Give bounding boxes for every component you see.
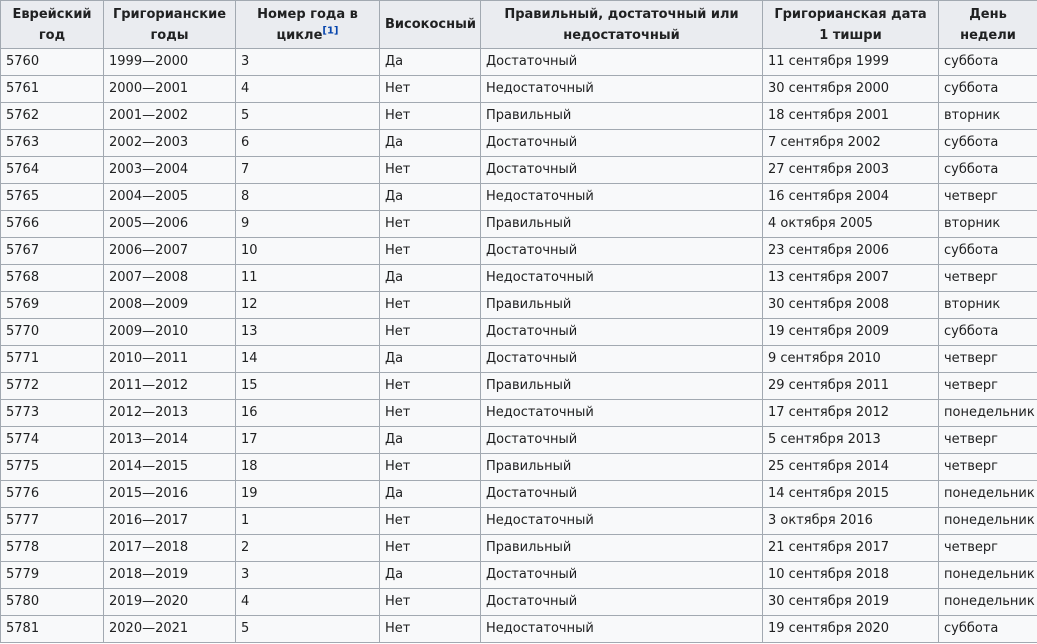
table-row (1, 265, 1037, 292)
cycle-number-cell: 8 (236, 184, 380, 211)
gregorian-years-cell: 2016—2017 (104, 508, 236, 535)
table-row (1, 589, 1037, 616)
gregorian-years-cell: 2006—2007 (104, 238, 236, 265)
weekday-cell: понедельник (939, 562, 1037, 589)
tishri-date-cell: 18 сентября 2001 (763, 103, 939, 130)
tishri-date-cell: 16 сентября 2004 (763, 184, 939, 211)
leap-cell: Нет (380, 508, 481, 535)
hebrew-year-cell: 5779 (1, 562, 104, 589)
cycle-number-cell: 2 (236, 535, 380, 562)
header-cycle-year-number: Номер года в цикле[1] (236, 1, 380, 49)
leap-cell: Нет (380, 211, 481, 238)
weekday-cell: суббота (939, 616, 1037, 643)
cycle-number-cell: 9 (236, 211, 380, 238)
hebrew-year-cell: 5760 (1, 49, 104, 76)
tishri-date-cell: 11 сентября 1999 (763, 49, 939, 76)
tishri-date-cell: 17 сентября 2012 (763, 400, 939, 427)
hebrew-year-cell: 5775 (1, 454, 104, 481)
weekday-cell: четверг (939, 373, 1037, 400)
gregorian-years-cell: 2012—2013 (104, 400, 236, 427)
year-type-cell: Правильный (481, 373, 763, 400)
table-row (1, 427, 1037, 454)
table-row (1, 373, 1037, 400)
gregorian-years-cell: 2015—2016 (104, 481, 236, 508)
table-row (1, 103, 1037, 130)
weekday-cell: понедельник (939, 589, 1037, 616)
year-type-cell: Достаточный (481, 589, 763, 616)
gregorian-years-cell: 2018—2019 (104, 562, 236, 589)
cycle-number-cell: 6 (236, 130, 380, 157)
reference-link[interactable]: [1] (322, 25, 339, 37)
leap-cell: Да (380, 427, 481, 454)
hebrew-year-cell: 5762 (1, 103, 104, 130)
leap-cell: Да (380, 346, 481, 373)
weekday-cell: четверг (939, 454, 1037, 481)
table-row (1, 562, 1037, 589)
tishri-date-cell: 23 сентября 2006 (763, 238, 939, 265)
cycle-number-cell: 18 (236, 454, 380, 481)
weekday-cell: суббота (939, 157, 1037, 184)
header-gregorian-years: Григорианские годы (104, 1, 236, 49)
tishri-date-cell: 10 сентября 2018 (763, 562, 939, 589)
cycle-number-cell: 5 (236, 103, 380, 130)
weekday-cell: суббота (939, 49, 1037, 76)
year-type-cell: Правильный (481, 103, 763, 130)
hebrew-year-cell: 5770 (1, 319, 104, 346)
hebrew-year-cell: 5765 (1, 184, 104, 211)
tishri-date-cell: 30 сентября 2000 (763, 76, 939, 103)
gregorian-years-cell: 2003—2004 (104, 157, 236, 184)
cycle-number-cell: 3 (236, 49, 380, 76)
weekday-cell: четверг (939, 535, 1037, 562)
gregorian-years-cell: 2000—2001 (104, 76, 236, 103)
weekday-cell: вторник (939, 103, 1037, 130)
table-row (1, 157, 1037, 184)
hebrew-year-cell: 5764 (1, 157, 104, 184)
hebrew-year-cell: 5768 (1, 265, 104, 292)
cycle-number-cell: 3 (236, 562, 380, 589)
table-row (1, 238, 1037, 265)
cycle-number-cell: 5 (236, 616, 380, 643)
weekday-cell: четверг (939, 184, 1037, 211)
leap-cell: Нет (380, 400, 481, 427)
year-type-cell: Недостаточный (481, 400, 763, 427)
table-row (1, 616, 1037, 643)
leap-cell: Да (380, 130, 481, 157)
tishri-date-cell: 21 сентября 2017 (763, 535, 939, 562)
hebrew-year-cell: 5772 (1, 373, 104, 400)
gregorian-years-cell: 2020—2021 (104, 616, 236, 643)
weekday-cell: понедельник (939, 400, 1037, 427)
tishri-date-cell: 27 сентября 2003 (763, 157, 939, 184)
year-type-cell: Достаточный (481, 346, 763, 373)
gregorian-years-cell: 2005—2006 (104, 211, 236, 238)
table-row (1, 211, 1037, 238)
tishri-date-cell: 9 сентября 2010 (763, 346, 939, 373)
year-type-cell: Достаточный (481, 427, 763, 454)
weekday-cell: понедельник (939, 481, 1037, 508)
tishri-date-cell: 30 сентября 2019 (763, 589, 939, 616)
hebrew-year-cell: 5767 (1, 238, 104, 265)
cycle-number-cell: 10 (236, 238, 380, 265)
leap-cell: Нет (380, 535, 481, 562)
cycle-number-cell: 11 (236, 265, 380, 292)
tishri-date-cell: 13 сентября 2007 (763, 265, 939, 292)
tishri-date-cell: 19 сентября 2020 (763, 616, 939, 643)
gregorian-years-cell: 2007—2008 (104, 265, 236, 292)
year-type-cell: Правильный (481, 292, 763, 319)
weekday-cell: четверг (939, 265, 1037, 292)
table-row (1, 535, 1037, 562)
gregorian-years-cell: 2009—2010 (104, 319, 236, 346)
gregorian-years-cell: 2004—2005 (104, 184, 236, 211)
cycle-number-cell: 4 (236, 76, 380, 103)
gregorian-years-cell: 2010—2011 (104, 346, 236, 373)
leap-cell: Нет (380, 76, 481, 103)
leap-cell: Нет (380, 103, 481, 130)
table-row (1, 292, 1037, 319)
table-row (1, 319, 1037, 346)
hebrew-year-cell: 5776 (1, 481, 104, 508)
header-hebrew-year: Еврейский год (1, 1, 104, 49)
year-type-cell: Достаточный (481, 481, 763, 508)
gregorian-years-cell: 2019—2020 (104, 589, 236, 616)
leap-cell: Да (380, 265, 481, 292)
header-leap: Високосный (380, 1, 481, 49)
year-type-cell: Достаточный (481, 238, 763, 265)
cycle-number-cell: 7 (236, 157, 380, 184)
year-type-cell: Достаточный (481, 562, 763, 589)
gregorian-years-cell: 2001—2002 (104, 103, 236, 130)
tishri-date-cell: 4 октября 2005 (763, 211, 939, 238)
table-row (1, 76, 1037, 103)
gregorian-years-cell: 2017—2018 (104, 535, 236, 562)
gregorian-years-cell: 2011—2012 (104, 373, 236, 400)
table-row (1, 481, 1037, 508)
leap-cell: Да (380, 481, 481, 508)
leap-cell: Нет (380, 157, 481, 184)
weekday-cell: суббота (939, 238, 1037, 265)
cycle-number-cell: 4 (236, 589, 380, 616)
leap-cell: Да (380, 562, 481, 589)
tishri-date-cell: 19 сентября 2009 (763, 319, 939, 346)
weekday-cell: вторник (939, 292, 1037, 319)
tishri-date-cell: 7 сентября 2002 (763, 130, 939, 157)
hebrew-year-cell: 5773 (1, 400, 104, 427)
weekday-cell: суббота (939, 130, 1037, 157)
year-type-cell: Недостаточный (481, 76, 763, 103)
weekday-cell: четверг (939, 427, 1037, 454)
hebrew-year-cell: 5763 (1, 130, 104, 157)
leap-cell: Нет (380, 454, 481, 481)
leap-cell: Нет (380, 238, 481, 265)
cycle-number-cell: 16 (236, 400, 380, 427)
leap-cell: Да (380, 49, 481, 76)
year-type-cell: Недостаточный (481, 616, 763, 643)
weekday-cell: суббота (939, 76, 1037, 103)
table-row (1, 508, 1037, 535)
leap-cell: Нет (380, 616, 481, 643)
year-type-cell: Достаточный (481, 49, 763, 76)
gregorian-years-cell: 2002—2003 (104, 130, 236, 157)
table-row (1, 346, 1037, 373)
cycle-number-cell: 19 (236, 481, 380, 508)
leap-cell: Нет (380, 319, 481, 346)
table-row (1, 130, 1037, 157)
cycle-number-cell: 1 (236, 508, 380, 535)
gregorian-years-cell: 2008—2009 (104, 292, 236, 319)
year-type-cell: Достаточный (481, 157, 763, 184)
gregorian-years-cell: 1999—2000 (104, 49, 236, 76)
cycle-number-cell: 17 (236, 427, 380, 454)
year-type-cell: Правильный (481, 454, 763, 481)
weekday-cell: вторник (939, 211, 1037, 238)
table-row (1, 400, 1037, 427)
table-row (1, 49, 1037, 76)
year-type-cell: Правильный (481, 535, 763, 562)
leap-cell: Да (380, 184, 481, 211)
year-type-cell: Достаточный (481, 319, 763, 346)
year-type-cell: Недостаточный (481, 508, 763, 535)
tishri-date-cell: 5 сентября 2013 (763, 427, 939, 454)
table-row (1, 184, 1037, 211)
hebrew-year-cell: 5761 (1, 76, 104, 103)
table-row (1, 454, 1037, 481)
gregorian-years-cell: 2013—2014 (104, 427, 236, 454)
header-gregorian-date-tishri: Григорианская дата 1 тишри (763, 1, 939, 49)
header-weekday: День недели (939, 1, 1037, 49)
hebrew-year-cell: 5777 (1, 508, 104, 535)
leap-cell: Нет (380, 589, 481, 616)
hebrew-year-cell: 5780 (1, 589, 104, 616)
hebrew-year-cell: 5766 (1, 211, 104, 238)
hebrew-year-cell: 5774 (1, 427, 104, 454)
weekday-cell: понедельник (939, 508, 1037, 535)
tishri-date-cell: 29 сентября 2011 (763, 373, 939, 400)
hebrew-year-cell: 5778 (1, 535, 104, 562)
hebrew-year-cell: 5771 (1, 346, 104, 373)
weekday-cell: суббота (939, 319, 1037, 346)
leap-cell: Нет (380, 292, 481, 319)
hebrew-year-cell: 5781 (1, 616, 104, 643)
tishri-date-cell: 30 сентября 2008 (763, 292, 939, 319)
weekday-cell: четверг (939, 346, 1037, 373)
year-type-cell: Недостаточный (481, 184, 763, 211)
year-type-cell: Достаточный (481, 130, 763, 157)
tishri-date-cell: 3 октября 2016 (763, 508, 939, 535)
year-type-cell: Недостаточный (481, 265, 763, 292)
cycle-number-cell: 12 (236, 292, 380, 319)
tishri-date-cell: 14 сентября 2015 (763, 481, 939, 508)
cycle-number-cell: 13 (236, 319, 380, 346)
year-type-cell: Правильный (481, 211, 763, 238)
leap-cell: Нет (380, 373, 481, 400)
cycle-number-cell: 14 (236, 346, 380, 373)
header-year-type: Правильный, достаточный или недостаточный (481, 1, 763, 49)
hebrew-year-cell: 5769 (1, 292, 104, 319)
cycle-number-cell: 15 (236, 373, 380, 400)
tishri-date-cell: 25 сентября 2014 (763, 454, 939, 481)
gregorian-years-cell: 2014—2015 (104, 454, 236, 481)
header-row (1, 1, 1037, 49)
